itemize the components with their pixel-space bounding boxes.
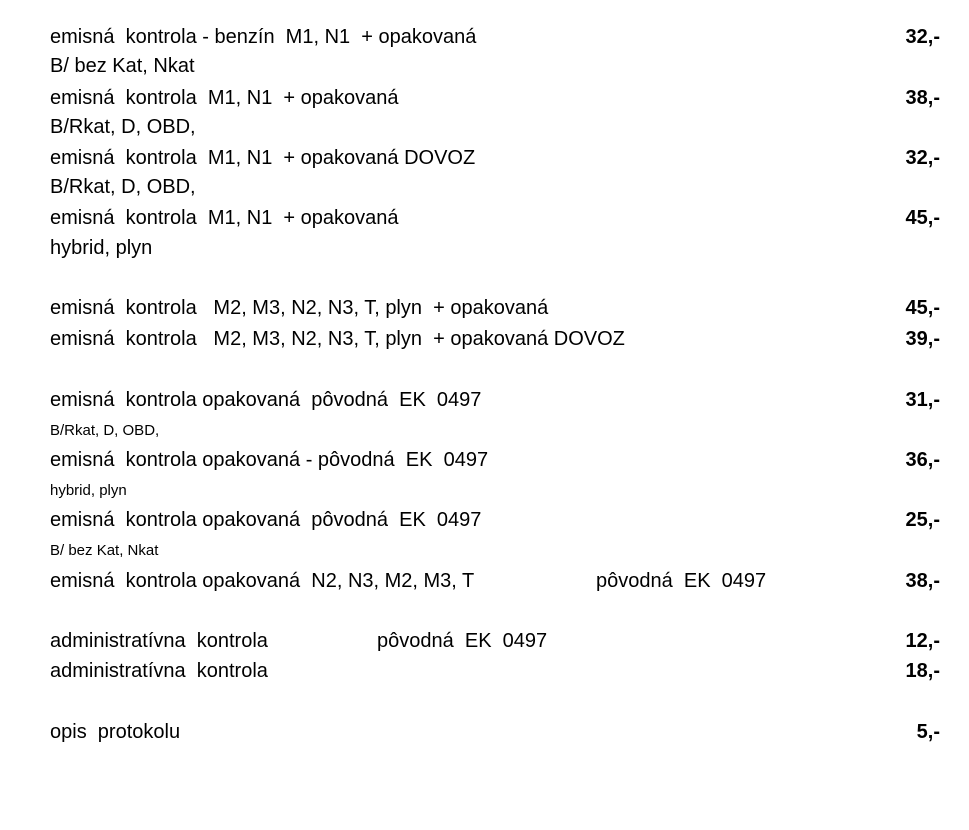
service-description: emisná kontrola M1, N1 + opakovaná [50,87,399,109]
service-description: emisná kontrola - benzín M1, N1 + opakovaná [50,26,477,48]
price-row [50,144,940,172]
vehicle-category: hybrid, plyn [50,237,153,259]
service-description: administratívna kontrola [50,630,268,652]
service-price: 36,- [905,449,940,471]
price-row [50,294,940,322]
price-row [50,204,940,232]
price-row [50,506,940,534]
vehicle-category: B/Rkat, D, OBD, [50,422,160,439]
price-row [50,23,940,51]
price-row [50,567,940,595]
service-price: 18,- [905,660,940,682]
service-price: 38,- [905,570,940,592]
service-description: emisná kontrola opakovaná - pôvodná EK 0497 [50,449,489,471]
service-description: emisná kontrola M2, M3, N2, N3, T, plyn + opakovaná [50,297,549,319]
vehicle-category: B/Rkat, D, OBD, [50,116,196,138]
service-price: 32,- [905,147,940,169]
price-row [50,325,940,353]
vehicle-category: B/ bez Kat, Nkat [50,55,195,77]
service-description: emisná kontrola opakovaná N2, N3, M2, M3, T [50,570,475,592]
service-price: 45,- [905,207,940,229]
vehicle-category: B/ bez Kat, Nkat [50,542,159,559]
service-description: emisná kontrola opakovaná pôvodná EK 0497 [50,389,482,411]
price-row [50,84,940,112]
service-price: 12,- [905,630,940,652]
service-price: 32,- [905,26,940,48]
service-description: emisná kontrola M1, N1 + opakovaná [50,207,399,229]
service-description: emisná kontrola opakovaná pôvodná EK 0497 [50,509,482,531]
price-row [50,657,940,685]
service-description: administratívna kontrola [50,660,268,682]
price-row [50,446,940,474]
service-price: 5,- [916,721,940,743]
service-description: emisná kontrola M1, N1 + opakovaná DOVOZ [50,147,476,169]
vehicle-category: hybrid, plyn [50,482,127,499]
price-row [50,627,940,655]
service-price: 38,- [905,87,940,109]
service-price: 25,- [905,509,940,531]
price-row [50,386,940,414]
service-description: opis protokolu [50,721,181,743]
service-description: emisná kontrola M2, M3, N2, N3, T, plyn + opakovaná DOVOZ [50,328,625,350]
vehicle-category: B/Rkat, D, OBD, [50,176,196,198]
service-note: pôvodná EK 0497 [596,570,767,592]
service-note: pôvodná EK 0497 [377,630,548,652]
service-price: 45,- [905,297,940,319]
price-row [50,718,940,746]
service-price: 31,- [905,389,940,411]
service-price: 39,- [905,328,940,350]
